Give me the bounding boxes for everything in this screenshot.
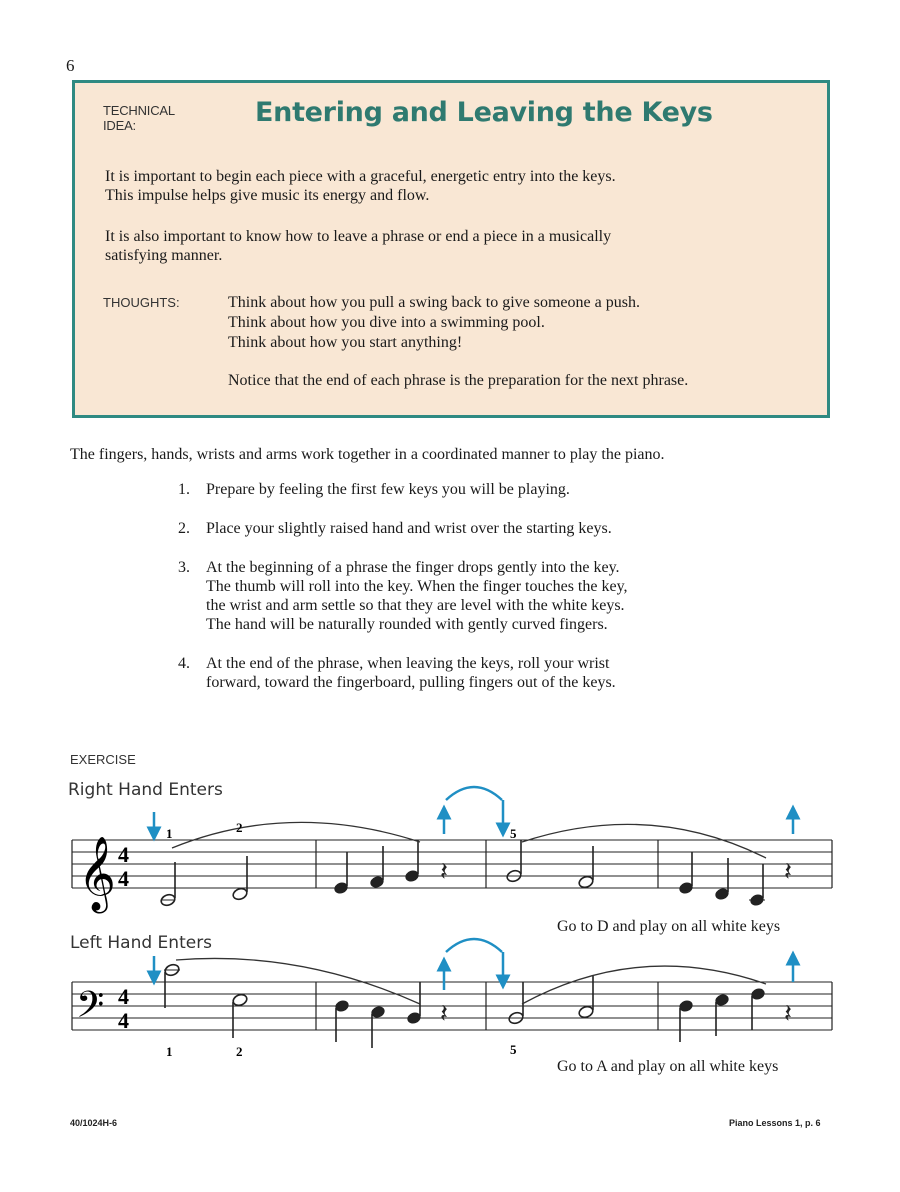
fingering-number: 5 — [510, 1042, 517, 1057]
fingering-number: 2 — [236, 1044, 243, 1059]
quarter-note — [715, 994, 729, 1007]
technical-label-line1: TECHNICAL — [103, 103, 175, 118]
paragraph-leave-line2: satisfying manner. — [105, 247, 223, 264]
step-line: Prepare by feeling the first few keys you will be playing. — [206, 481, 570, 498]
half-note — [232, 887, 249, 901]
lift-arc-icon — [446, 787, 502, 800]
thought-item: Think about how you pull a swing back to give someone a push. — [228, 294, 640, 311]
left-hand-title: Left Hand Enters — [70, 933, 213, 953]
fingering-number: 2 — [236, 820, 243, 835]
bass-notes — [164, 963, 765, 1048]
quarter-note — [679, 882, 693, 895]
bass-clef-icon: 𝄢 — [76, 984, 105, 1035]
time-signature-bottom: 4 — [118, 1008, 129, 1033]
phrase-slur — [176, 958, 420, 1004]
step-number: 4. — [178, 655, 190, 672]
paragraph-entry-line1: It is important to begin each piece with a graceful, energetic entry into the keys. — [105, 168, 616, 185]
thought-item: Think about how you dive into a swimming pool. — [228, 314, 545, 331]
step-line: At the beginning of a phrase the finger drops gently into the key. — [206, 559, 620, 576]
treble-notes — [160, 840, 765, 907]
thoughts-label: THOUGHTS: — [103, 295, 180, 310]
treble-clef-icon: 𝄞 — [78, 837, 116, 911]
time-signature-bottom: 4 — [118, 866, 129, 891]
half-note — [578, 875, 595, 889]
time-signature-top: 4 — [118, 842, 129, 867]
quarter-note — [679, 1000, 693, 1013]
quarter-rest-icon: 𝄽 — [440, 999, 448, 1029]
quarter-note — [335, 1000, 349, 1013]
quarter-rest-icon: 𝄽 — [784, 999, 792, 1029]
left-hand-caption: Go to A and play on all white keys — [557, 1058, 779, 1075]
quarter-rest-icon: 𝄽 — [440, 857, 448, 887]
step-line: The thumb will roll into the key. When the finger touches the key, — [206, 578, 628, 595]
quarter-note — [407, 1012, 421, 1025]
technical-label-line2: IDEA: — [103, 118, 136, 133]
paragraph-leave-line1: It is also important to know how to leave a phrase or end a piece in a musically — [105, 228, 612, 245]
fingering-number: 1 — [166, 826, 173, 841]
quarter-note — [334, 882, 348, 895]
phrase-slur — [172, 822, 420, 848]
step-line: the wrist and arm settle so that they are level with the white keys. — [206, 597, 625, 614]
thought-item: Think about how you start anything! — [228, 334, 463, 351]
lift-arc-icon — [446, 939, 502, 952]
intro-text: The fingers, hands, wrists and arms work together in a coordinated manner to play the piano. — [70, 446, 665, 463]
quarter-rest-icon: 𝄽 — [784, 857, 792, 887]
page-number: 6 — [66, 56, 75, 75]
phrase-slur — [522, 824, 766, 858]
exercise-label: EXERCISE — [70, 752, 136, 767]
thoughts-note: Notice that the end of each phrase is the preparation for the next phrase. — [228, 372, 689, 389]
bass-staff — [72, 982, 832, 1030]
footer-code: 40/1024H-6 — [70, 1118, 118, 1128]
phrase-slur — [522, 966, 766, 1004]
treble-staff — [72, 840, 832, 888]
quarter-note — [751, 988, 765, 1001]
step-number: 1. — [178, 481, 190, 498]
fingering-number: 5 — [510, 826, 517, 841]
half-note — [578, 1005, 595, 1019]
time-signature-top: 4 — [118, 984, 129, 1009]
right-hand-title: Right Hand Enters — [68, 780, 223, 800]
step-number: 3. — [178, 559, 190, 576]
step-number: 2. — [178, 520, 190, 537]
quarter-note — [370, 876, 384, 889]
quarter-note — [405, 870, 419, 883]
quarter-note — [715, 888, 729, 901]
quarter-note — [371, 1006, 385, 1019]
paragraph-entry-line2: This impulse helps give music its energy and flow. — [105, 187, 430, 204]
half-note — [232, 993, 249, 1007]
footer-book-reference: Piano Lessons 1, p. 6 — [729, 1118, 821, 1128]
step-line: At the end of the phrase, when leaving the keys, roll your wrist — [206, 655, 610, 672]
fingering-number: 1 — [166, 1044, 173, 1059]
right-hand-caption: Go to D and play on all white keys — [557, 918, 781, 935]
step-line: Place your slightly raised hand and wrist over the starting keys. — [206, 520, 612, 537]
step-line: The hand will be naturally rounded with gently curved fingers. — [206, 616, 608, 633]
step-line: forward, toward the fingerboard, pulling fingers out of the keys. — [206, 674, 616, 691]
box-title: Entering and Leaving the Keys — [255, 97, 713, 128]
